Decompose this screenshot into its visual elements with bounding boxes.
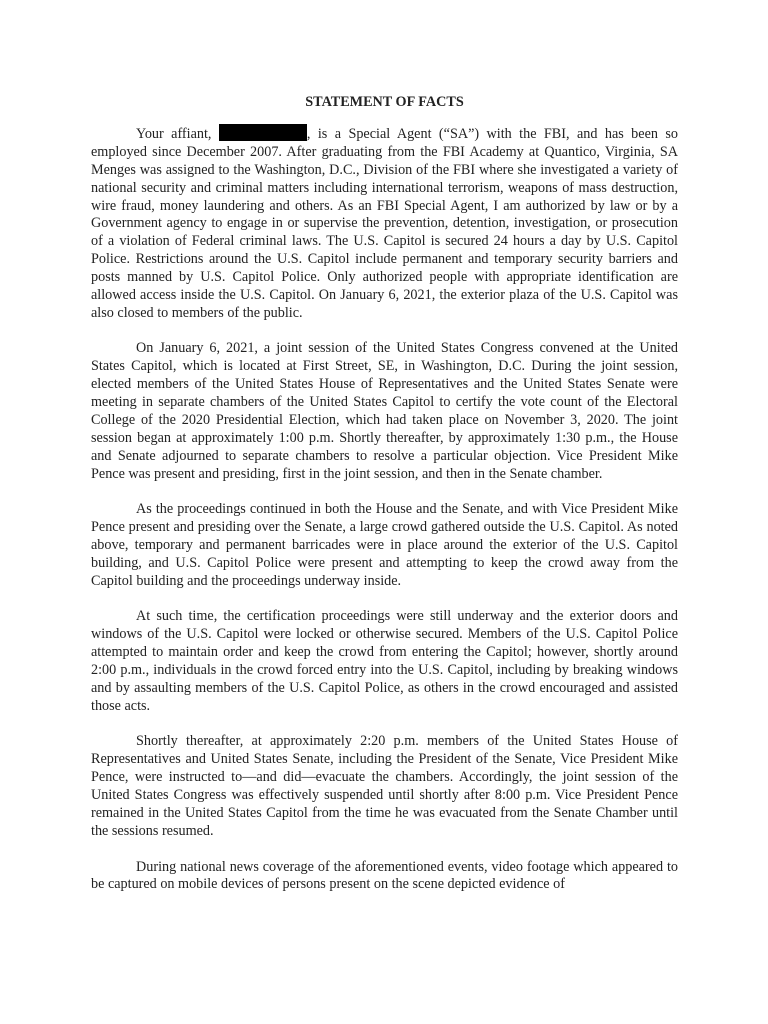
redaction-box — [219, 124, 307, 141]
paragraph-news-coverage: During national news coverage of the aforementioned events, video footage which appeared to be captured on mobile devices of persons present on the scene depicted evidence of — [91, 858, 678, 893]
document-page — [91, 94, 678, 912]
paragraph-crowd-gathered: As the proceedings continued in both the House and the Senate, and with Vice President Mike Pence present and presiding over the Senate, a large crowd gathered outside the U.S. Capitol. As noted above, temporary and permanent barricades were in place around the exterior of the U.S. Capitol building, and U.S. Capitol Police were present and attempting to keep the crowd away from the Capitol building and the proceedings underway inside. — [91, 501, 678, 589]
paragraph-affiant-lead: Your affiant, — [136, 125, 219, 142]
paragraph-evacuation: Shortly thereafter, at approximately 2:20 p.m. members of the United States House of Representatives and United States Senate, including the President of the Senate, Vice President Mike Pence, were instructed to—and did—evacuate the chambers. Accordingly, the joint session of the United States Congress was effectively suspended until shortly after 8:00 p.m. Vice President Pence remained in the United States Capitol from the time he was evacuated from the Senate Chamber until the sessions resumed. — [91, 733, 678, 839]
document-title: STATEMENT OF FACTS — [305, 94, 464, 110]
paragraph-forced-entry: At such time, the certification proceedings were still underway and the exterior doors and windows of the U.S. Capitol were locked or otherwise secured. Members of the U.S. Capitol Police attempted to maintain order and keep the crowd from entering the Capitol; however, shortly around 2:00 p.m., individuals in the crowd forced entry into the U.S. Capitol, including by breaking windows and by assaulting members of the U.S. Capitol Police, as others in the crowd encouraged and assisted those acts. — [91, 608, 678, 714]
paragraph-affiant — [91, 124, 678, 323]
paragraph-affiant-body: , is a Special Agent (“SA”) with the FBI, and has been so employed since December 2007. After graduating from the FBI Academy at Quantico, Virginia, SA Menges was assigned to the Washington, D.C., Division of the FBI where she investigated a variety of national security and criminal matters including international terrorism, weapons of mass destruction, wire fraud, money laundering and others. As an FBI Special Agent, I am authorized by law or by a Government agency to engage in or supervise the prevention, detention, investigation, or prosecution of a violation of Federal criminal laws. The U.S. Capitol is secured 24 hours a day by U.S. Capitol Police. Restrictions around the U.S. Capitol include permanent and temporary security barriers and posts manned by U.S. Capitol Police. Only authorized people with appropriate identification are allowed access inside the U.S. Capitol. On January 6, 2021, the exterior plaza of the U.S. Capitol was also closed to members of the public. — [91, 125, 678, 321]
paragraph-joint-session: On January 6, 2021, a joint session of the United States Congress convened at the United States Capitol, which is located at First Street, SE, in Washington, D.C. During the joint session, elected members of the United States House of Representatives and the United States Senate were meeting in separate chambers of the United States Capitol to certify the vote count of the Electoral College of the 2020 Presidential Election, which had taken place on November 3, 2020. The joint session began at approximately 1:00 p.m. Shortly thereafter, by approximately 1:30 p.m., the House and Senate adjourned to separate chambers to resolve a particular objection. Vice President Mike Pence was present and presiding, first in the joint session, and then in the Senate chamber. — [91, 340, 678, 482]
